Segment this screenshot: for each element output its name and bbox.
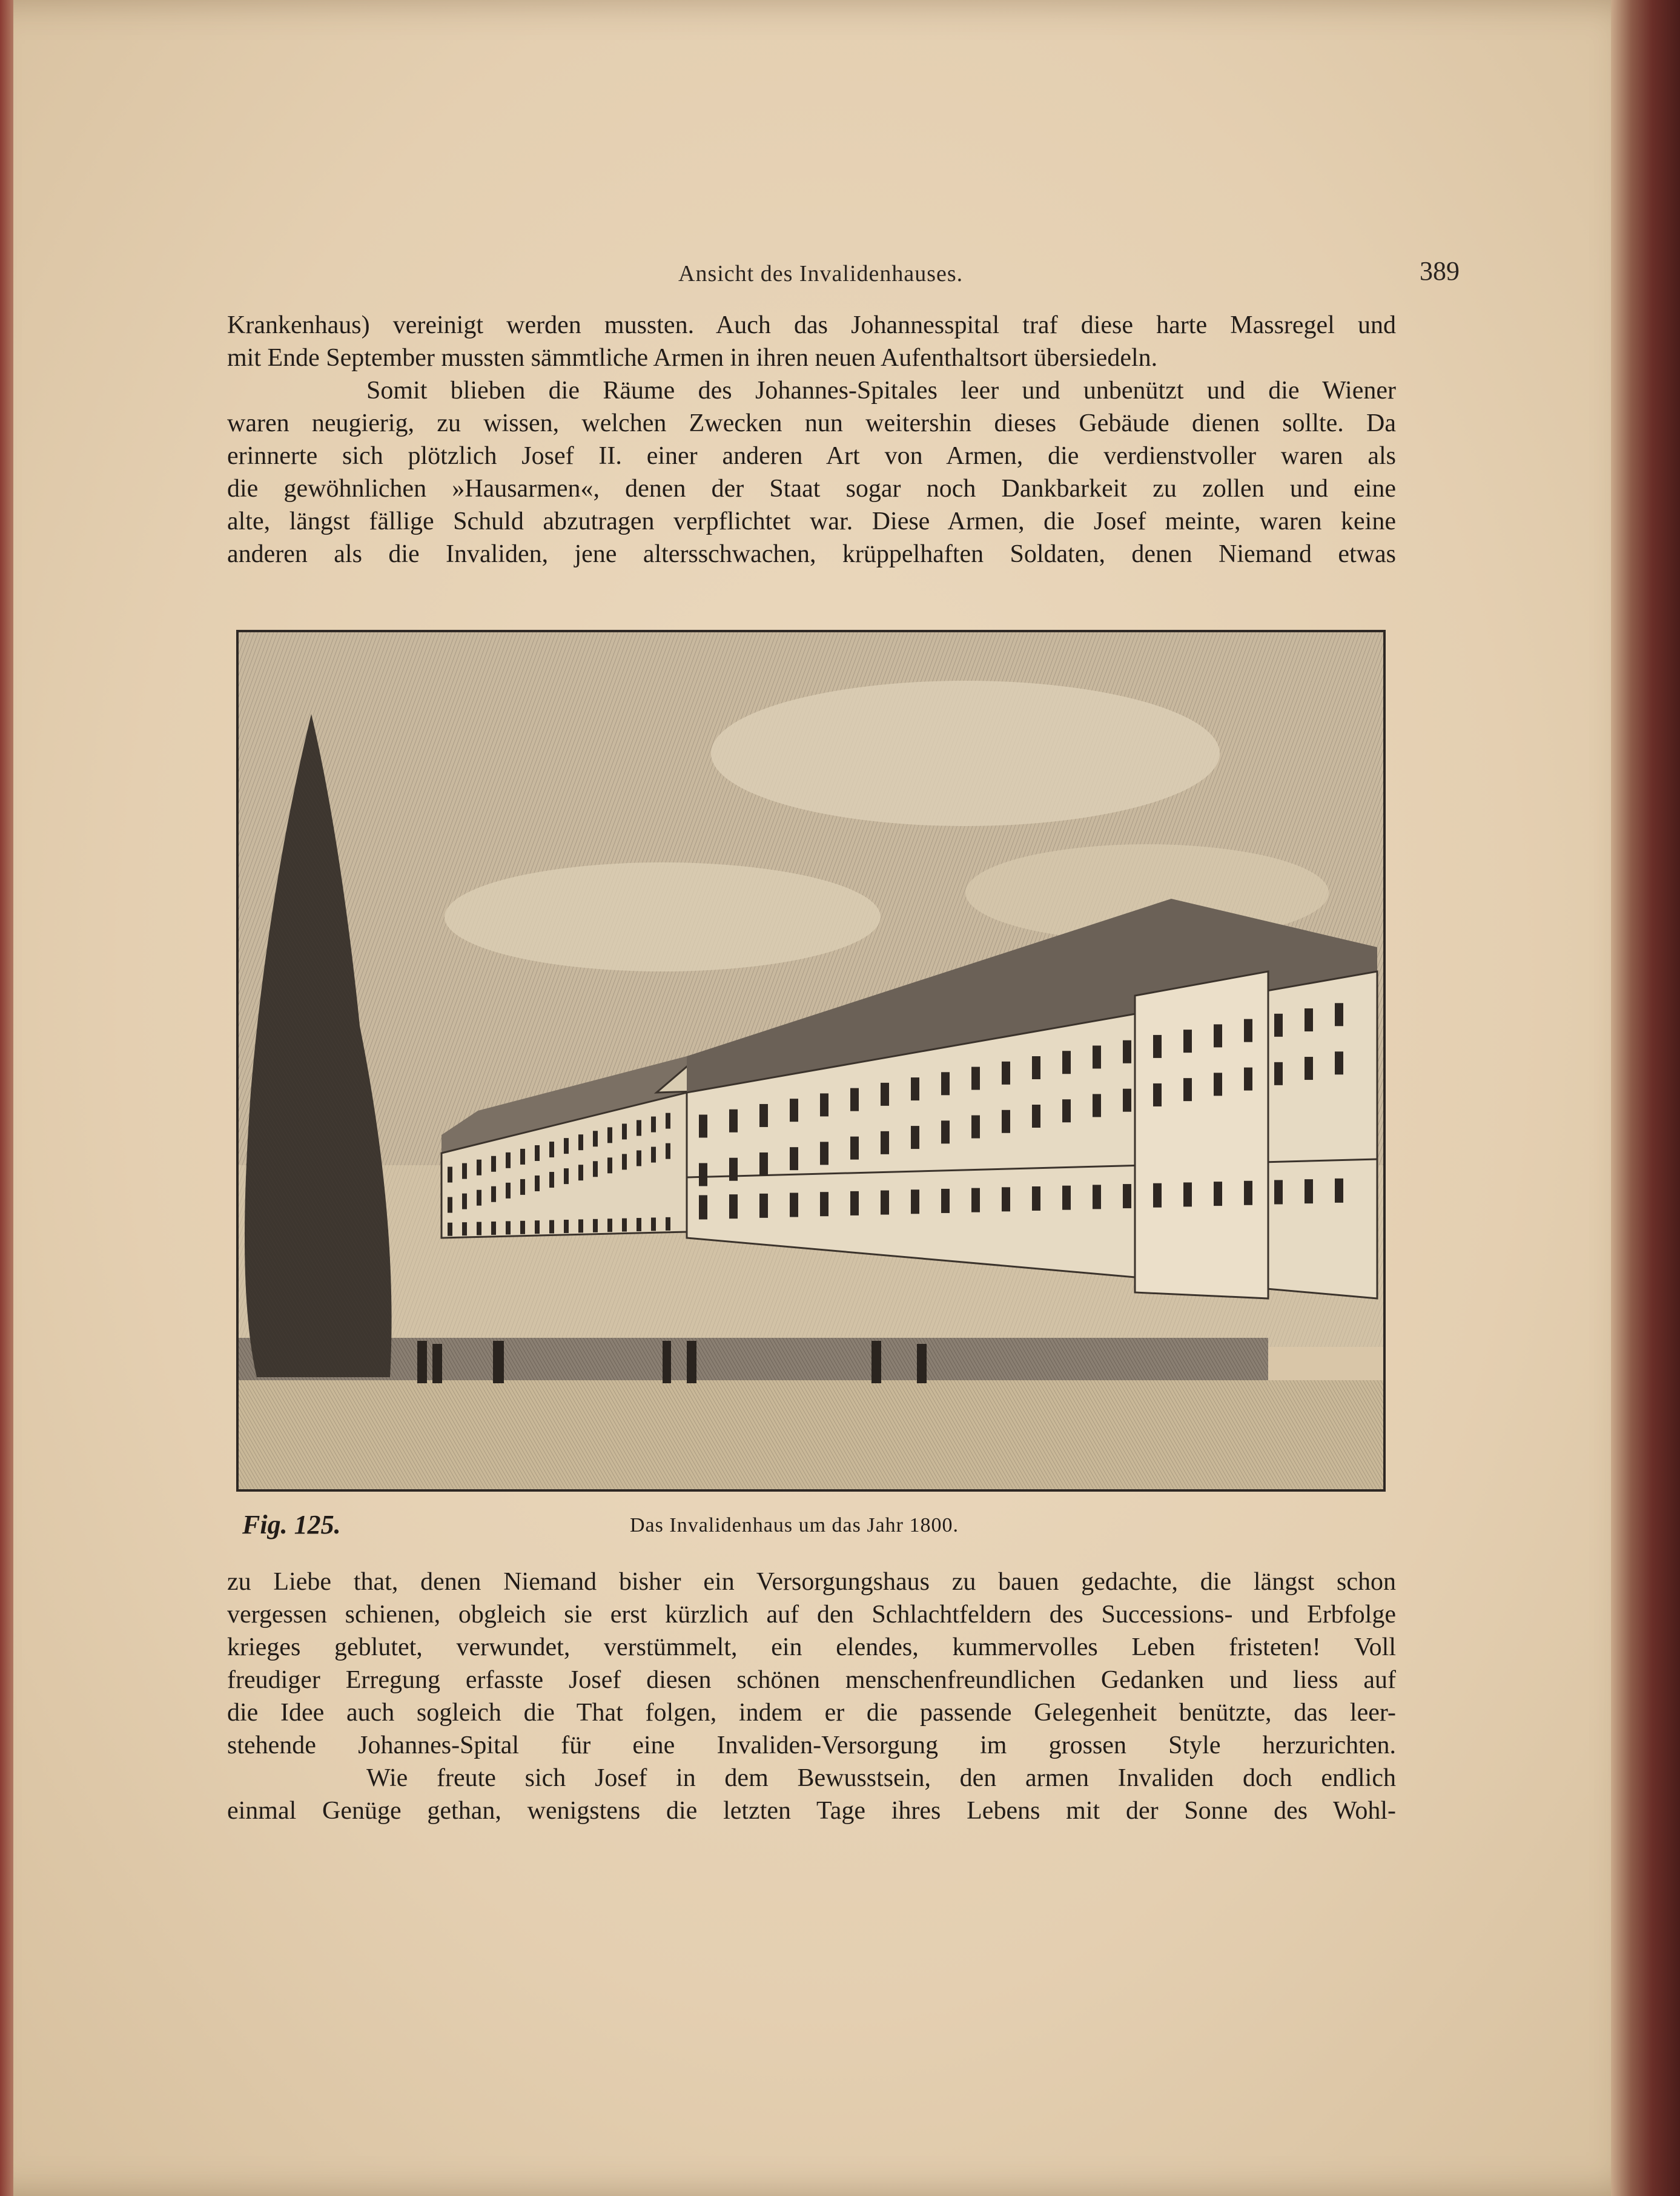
window	[622, 1123, 627, 1139]
window	[520, 1149, 525, 1165]
window	[1244, 1181, 1252, 1205]
window	[1274, 1062, 1283, 1085]
window	[971, 1116, 980, 1139]
window	[941, 1120, 950, 1143]
window	[535, 1145, 540, 1161]
text-line: freudiger Erregung erfasste Josef diesen schönen menschenfreundlichen Gedanken und liess auf	[227, 1666, 1396, 1694]
window	[491, 1222, 496, 1235]
window	[1153, 1083, 1162, 1106]
window	[1062, 1186, 1071, 1210]
window	[578, 1219, 583, 1232]
window	[448, 1197, 452, 1213]
window	[1214, 1182, 1222, 1206]
window	[666, 1217, 670, 1231]
window	[520, 1179, 525, 1195]
page-header	[230, 256, 1466, 297]
window	[850, 1191, 859, 1215]
page-left-edge	[0, 0, 13, 2196]
window	[1002, 1187, 1010, 1211]
window	[651, 1117, 656, 1133]
window	[729, 1194, 738, 1219]
text-line: waren neugierig, zu wissen, welchen Zwecken nun weitershin dieses Gebäude dienen sollte. Da	[227, 409, 1396, 437]
window	[699, 1163, 707, 1186]
window	[549, 1220, 554, 1234]
window	[462, 1222, 467, 1235]
window	[1093, 1185, 1101, 1209]
window	[729, 1110, 738, 1133]
text-line: mit Ende September mussten sämmtliche Armen in ihren neuen Aufenthaltsort übersiedeln.	[227, 344, 1158, 372]
window	[666, 1143, 670, 1159]
window	[1244, 1068, 1252, 1091]
window	[477, 1222, 481, 1235]
text-line: Krankenhaus) vereinigt werden mussten. Auch das Johannesspital traf diese harte Massregel und	[227, 311, 1396, 339]
window	[790, 1193, 798, 1217]
window	[1123, 1089, 1131, 1112]
window	[491, 1186, 496, 1202]
window	[911, 1077, 919, 1100]
window	[506, 1153, 511, 1168]
window	[1153, 1183, 1162, 1208]
window	[881, 1191, 889, 1215]
window	[911, 1189, 919, 1214]
window	[1244, 1019, 1252, 1042]
cloud	[711, 681, 1220, 826]
paragraph-top	[227, 309, 1396, 570]
window	[607, 1157, 612, 1173]
paragraph-bottom	[227, 1566, 1396, 1827]
text-line: Wie freute sich Josef in dem Bewusstsein, den armen Invaliden doch endlich	[366, 1764, 1396, 1792]
window	[1093, 1045, 1101, 1068]
window	[850, 1088, 859, 1111]
window	[666, 1113, 670, 1129]
window	[1274, 1180, 1283, 1204]
text-line: krieges geblutet, verwundet, verstümmelt, ein elendes, kummervolles Leben fristeten! Voll	[227, 1633, 1396, 1661]
window	[477, 1190, 481, 1206]
window	[1305, 1179, 1313, 1203]
engraving-illustration	[239, 632, 1383, 1489]
window	[1183, 1030, 1192, 1053]
text-line: Somit blieben die Räume des Johannes-Spitales leer und unbenützt und die Wiener	[366, 377, 1396, 405]
window	[651, 1147, 656, 1163]
window	[637, 1120, 641, 1136]
figure-label: Fig. 125.	[242, 1510, 341, 1540]
window	[941, 1189, 950, 1213]
book-spine-edge	[1611, 0, 1680, 2196]
window	[607, 1127, 612, 1143]
window	[462, 1163, 467, 1179]
window	[1305, 1057, 1313, 1080]
text-line: die gewöhnlichen »Hausarmen«, denen der Staat sogar noch Dankbarkeit zu zollen und eine	[227, 475, 1396, 503]
cloud	[445, 862, 881, 971]
window	[941, 1072, 950, 1095]
window	[1153, 1035, 1162, 1058]
window	[881, 1131, 889, 1154]
window	[564, 1220, 569, 1233]
window	[759, 1153, 768, 1176]
window	[1032, 1186, 1040, 1211]
window	[448, 1223, 452, 1236]
figure-caption	[242, 1510, 1393, 1550]
window	[729, 1158, 738, 1181]
window	[564, 1168, 569, 1184]
window	[607, 1219, 612, 1232]
window	[699, 1114, 707, 1137]
window	[578, 1165, 583, 1180]
window	[971, 1188, 980, 1212]
window	[699, 1195, 707, 1219]
window	[1214, 1073, 1222, 1096]
window	[1123, 1184, 1131, 1208]
figure-title: Das Invalidenhaus um das Jahr 1800.	[630, 1514, 959, 1536]
page-number: 389	[1420, 256, 1460, 286]
window	[881, 1083, 889, 1106]
window	[462, 1194, 467, 1209]
text-line: vergessen schienen, obgleich sie erst kürzlich auf den Schlachtfeldern des Successions- und Erbfolge	[227, 1601, 1396, 1629]
window	[1123, 1040, 1131, 1063]
window	[622, 1154, 627, 1169]
window	[1032, 1056, 1040, 1079]
text-line: einmal Genüge gethan, wenigstens die letzten Tage ihres Lebens mit der Sonne des Wohl-	[227, 1797, 1396, 1825]
text-line: stehende Johannes-Spital für eine Invaliden-Versorgung im grossen Style herzurichten.	[227, 1731, 1396, 1759]
window	[820, 1142, 828, 1165]
window	[593, 1219, 598, 1232]
window	[477, 1160, 481, 1176]
window	[506, 1221, 511, 1234]
window	[790, 1099, 798, 1122]
window	[1335, 1179, 1343, 1203]
window	[535, 1176, 540, 1191]
figure-engraving-invalidenhaus	[236, 630, 1386, 1492]
window	[1062, 1099, 1071, 1122]
window	[564, 1138, 569, 1154]
window	[535, 1220, 540, 1234]
window	[1062, 1051, 1071, 1074]
window	[759, 1194, 768, 1218]
window	[971, 1067, 980, 1090]
window	[549, 1172, 554, 1188]
window	[578, 1134, 583, 1150]
window	[820, 1093, 828, 1116]
window	[911, 1126, 919, 1149]
window	[1305, 1008, 1313, 1031]
window	[1335, 1051, 1343, 1074]
window	[506, 1183, 511, 1199]
running-head: Ansicht des Invalidenhauses.	[678, 261, 964, 286]
window	[520, 1221, 525, 1234]
window	[1335, 1003, 1343, 1026]
window	[1183, 1078, 1192, 1101]
text-line: die Idee auch sogleich die That folgen, indem er die passende Gelegenheit benützte, das leer-	[227, 1699, 1396, 1727]
window	[593, 1161, 598, 1177]
window	[549, 1142, 554, 1157]
window	[637, 1150, 641, 1166]
window	[790, 1147, 798, 1170]
window	[1002, 1062, 1010, 1085]
text-line: anderen als die Invaliden, jene altersschwachen, krüppelhaften Soldaten, denen Niemand etwas	[227, 540, 1396, 568]
window	[850, 1137, 859, 1160]
window	[1274, 1014, 1283, 1037]
window	[1002, 1110, 1010, 1133]
window	[820, 1192, 828, 1216]
text-line: zu Liebe that, denen Niemand bisher ein Versorgungshaus zu bauen gedachte, die längst schon	[227, 1568, 1396, 1596]
window	[759, 1104, 768, 1127]
window	[1183, 1182, 1192, 1206]
window	[1032, 1105, 1040, 1128]
text-line: erinnerte sich plötzlich Josef II. einer anderen Art von Armen, die verdienstvoller waren als	[227, 442, 1396, 470]
text-line: alte, längst fällige Schuld abzutragen verpflichtet war. Diese Armen, die Josef meinte, waren keine	[227, 508, 1396, 535]
window	[448, 1167, 452, 1183]
window	[651, 1217, 656, 1231]
window	[622, 1219, 627, 1232]
window	[1214, 1024, 1222, 1047]
window	[1093, 1094, 1101, 1117]
window	[491, 1156, 496, 1172]
window	[637, 1218, 641, 1231]
window	[593, 1131, 598, 1146]
